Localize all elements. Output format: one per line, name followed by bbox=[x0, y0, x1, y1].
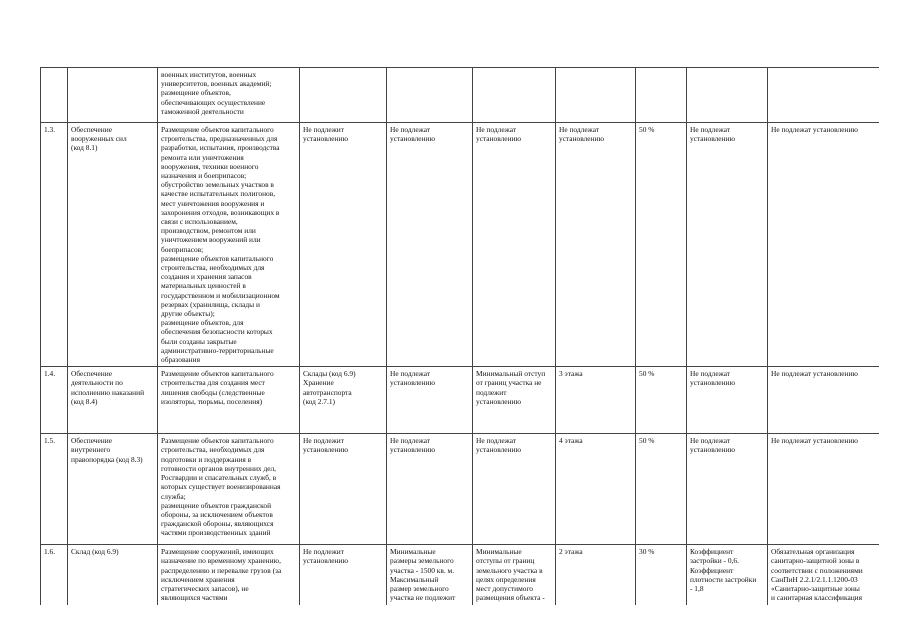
table-row bbox=[41, 434, 880, 545]
land-use-description: Размещение объектов капитального строительства, необходимых для подготовки и поддержания в готовности органов внутренних дел, Росгвардии и спасательных служб, в которых существует военизированная служба; размещение объектов гражданской обороны, за исключением объектов гражданской обороны, являющихся частями производственных зданий bbox=[158, 434, 300, 545]
land-use-type: Обеспечение внутреннего правопорядка (код 8.3) bbox=[68, 434, 158, 545]
minimum-setbacks: Минимальный отступ от границ участка не подлежит установлению bbox=[473, 367, 556, 434]
use-restrictions: Не подлежат установлению bbox=[768, 434, 880, 545]
land-use-type: Склад (код 6.9) bbox=[68, 545, 158, 605]
plot-size-limits: Минимальные размеры земельного участка - 1500 кв. м. Максимальный размер земельного участка не подлежит bbox=[387, 545, 473, 605]
max-coverage: 30 % bbox=[636, 545, 687, 605]
other-parameters: Коэффициент застройки - 0,6. Коэффициент плотности застройки - 1,8 bbox=[687, 545, 768, 605]
other-parameters bbox=[687, 68, 768, 123]
row-number: 1.4. bbox=[41, 367, 68, 434]
max-coverage: 50 % bbox=[636, 434, 687, 545]
use-restrictions bbox=[768, 68, 880, 123]
max-floors: 4 этажа bbox=[556, 434, 636, 545]
document-page bbox=[40, 67, 879, 605]
land-use-description: Размещение сооружений, имеющих назначение по временному хранению, распределению и перевалке грузов (за исключением хранения стратегических запасов), не являющихся частями bbox=[158, 545, 300, 605]
land-use-type: Обеспечение вооруженных сил (код 8.1) bbox=[68, 123, 158, 367]
plot-size-limits: Не подлежат установлению bbox=[387, 434, 473, 545]
minimum-setbacks: Не подлежат установлению bbox=[473, 434, 556, 545]
max-floors: Не подлежат установлению bbox=[556, 123, 636, 367]
row-number: 1.3. bbox=[41, 123, 68, 367]
max-floors bbox=[556, 68, 636, 123]
minimum-setbacks: Не подлежат установлению bbox=[473, 123, 556, 367]
row-number: 1.5. bbox=[41, 434, 68, 545]
auxiliary-use: Не подлежит установлению bbox=[300, 434, 387, 545]
use-restrictions: Обязательная организация санитарно-защитной зоны в соответствии с положениями СанПиН 2.2.1/2.1.1.1200-03 «Санитарно-защитные зоны и санитарная классификация bbox=[768, 545, 880, 605]
plot-size-limits: Не подлежат установлению bbox=[387, 123, 473, 367]
zoning-regulations-table bbox=[40, 67, 879, 605]
table-row bbox=[41, 545, 880, 605]
minimum-setbacks bbox=[473, 68, 556, 123]
row-number bbox=[41, 68, 68, 123]
row-number: 1.6. bbox=[41, 545, 68, 605]
auxiliary-use: Не подлежит установлению bbox=[300, 123, 387, 367]
auxiliary-use: Склады (код 6.9) Хранение автотранспорта (код 2.7.1) bbox=[300, 367, 387, 434]
land-use-description: Размещение объектов капитального строительства, предназначенных для разработки, испытания, производства ремонта или уничтожения вооружения, техники военного назначения и боеприпасов; обустройство земельных участков в качестве испытательных полигонов, мест уничтожения вооружения и захоронения отходов, возникающих в связи с использованием, производством, ремонтом или уничтожением вооружений или боеприпасов; размещение объектов капитального строительства, необходимых для создания и хранения запасов материальных ценностей в государственном и мобилизационном резервах (хранилища, склады и другие объекты); размещение объектов, для обеспечения безопасности которых были созданы закрытые административно-территориальные образования bbox=[158, 123, 300, 367]
minimum-setbacks: Минимальные отступы от границ земельного участка в целях определения мест допустимого размещения объекта - bbox=[473, 545, 556, 605]
land-use-description: военных институтов, военных университетов, военных академий; размещение объектов, обеспечивающих осуществление таможенной деятельности bbox=[158, 68, 300, 123]
land-use-type: Обеспечение деятельности по исполнению наказаний (код 8.4) bbox=[68, 367, 158, 434]
max-coverage: 50 % bbox=[636, 123, 687, 367]
auxiliary-use bbox=[300, 68, 387, 123]
table-row bbox=[41, 367, 880, 434]
other-parameters: Не подлежат установлению bbox=[687, 367, 768, 434]
max-coverage: 50 % bbox=[636, 367, 687, 434]
table-row bbox=[41, 68, 880, 123]
plot-size-limits: Не подлежат установлению bbox=[387, 367, 473, 434]
max-floors: 3 этажа bbox=[556, 367, 636, 434]
max-coverage bbox=[636, 68, 687, 123]
other-parameters: Не подлежат установлению bbox=[687, 434, 768, 545]
auxiliary-use: Не подлежит установлению bbox=[300, 545, 387, 605]
plot-size-limits bbox=[387, 68, 473, 123]
use-restrictions: Не подлежат установлению bbox=[768, 123, 880, 367]
land-use-type bbox=[68, 68, 158, 123]
table-row bbox=[41, 123, 880, 367]
use-restrictions: Не подлежат установлению bbox=[768, 367, 880, 434]
land-use-description: Размещение объектов капитального строительства для создания мест лишения свободы (следственные изоляторы, тюрьмы, поселения) bbox=[158, 367, 300, 434]
max-floors: 2 этажа bbox=[556, 545, 636, 605]
other-parameters: Не подлежат установлению bbox=[687, 123, 768, 367]
